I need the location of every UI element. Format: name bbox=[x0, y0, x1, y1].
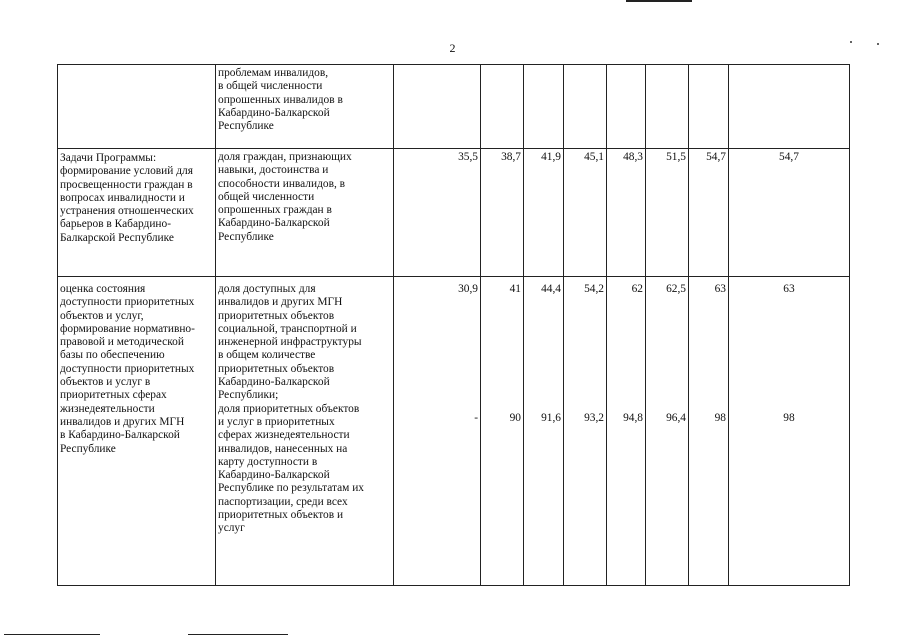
scan-mark-bottom-mid bbox=[188, 634, 288, 635]
table-row bbox=[58, 149, 850, 277]
scan-dot bbox=[877, 43, 879, 45]
value-cell: 45,1 bbox=[564, 149, 607, 277]
task-cell bbox=[58, 65, 216, 149]
value-cell bbox=[689, 65, 729, 149]
value-cell bbox=[394, 277, 481, 586]
value-primary: 63 bbox=[783, 283, 795, 295]
scan-mark-top bbox=[626, 0, 692, 2]
value-cell bbox=[524, 65, 564, 149]
scan-dot bbox=[850, 41, 852, 43]
value-primary: 62 bbox=[631, 283, 643, 295]
value-secondary: 94,8 bbox=[623, 412, 643, 425]
value-cell bbox=[481, 65, 524, 149]
value-cell bbox=[607, 277, 646, 586]
indicator-cell: доля доступных для инвалидов и других МГН приоритетных объектов социальной, транспортной и инженерной инфраструктуры в общем количестве приоритетных объектов Кабардино-Балкарской Республики; доля приоритетных объектов и услуг в приоритетных сферах жизнедеятельности инвалидов, нанесенных на карту доступности в Кабардино-Балкарской Республике по результатам их паспортизации, среди всех приоритетных объектов и услуг bbox=[216, 277, 394, 586]
value-cell: 54,7 bbox=[729, 149, 850, 277]
scan-mark-bottom-left bbox=[4, 634, 100, 635]
value-primary: 30,9 bbox=[458, 283, 478, 295]
value-cell bbox=[689, 277, 729, 586]
value-cell: 48,3 bbox=[607, 149, 646, 277]
value-cell bbox=[607, 65, 646, 149]
value-cell: 38,7 bbox=[481, 149, 524, 277]
task-cell: Задачи Программы: формирование условий для просвещенности граждан в вопросах инвалидности и устранения отношенческих барьеров в Кабардино- Балкарской Республике bbox=[58, 149, 216, 277]
indicators-table bbox=[57, 64, 850, 586]
table-row bbox=[58, 277, 850, 586]
value-primary: 63 bbox=[714, 283, 726, 295]
indicator-cell: проблемам инвалидов, в общей численности опрошенных инвалидов в Кабардино-Балкарской Республике bbox=[216, 65, 394, 149]
value-cell bbox=[564, 65, 607, 149]
value-primary: 44,4 bbox=[541, 283, 561, 295]
value-secondary: 91,6 bbox=[541, 412, 561, 425]
value-secondary: - bbox=[474, 412, 478, 425]
value-cell: 41,9 bbox=[524, 149, 564, 277]
value-cell bbox=[481, 277, 524, 586]
value-cell bbox=[394, 65, 481, 149]
task-cell: оценка состояния доступности приоритетных объектов и услуг, формирование нормативно- правовой и методической базы по обеспечению доступности приоритетных объектов и услуг в приоритетных сферах жизнедеятельности инвалидов и других МГН в Кабардино-Балкарской Республике bbox=[58, 277, 216, 586]
value-secondary: 98 bbox=[714, 412, 726, 425]
table-row bbox=[58, 65, 850, 149]
indicator-cell: доля граждан, признающих навыки, достоинства и способности инвалидов, в общей численности опрошенных граждан в Кабардино-Балкарской Республике bbox=[216, 149, 394, 277]
value-cell: 51,5 bbox=[646, 149, 689, 277]
value-secondary: 93,2 bbox=[584, 412, 604, 425]
value-cell: 54,7 bbox=[689, 149, 729, 277]
value-cell bbox=[646, 277, 689, 586]
value-secondary: 90 bbox=[509, 412, 521, 425]
page-number: 2 bbox=[449, 41, 456, 55]
value-cell bbox=[524, 277, 564, 586]
value-secondary: 96,4 bbox=[666, 412, 686, 425]
value-cell: 35,5 bbox=[394, 149, 481, 277]
value-cell bbox=[729, 277, 850, 586]
value-cell bbox=[729, 65, 850, 149]
value-primary: 62,5 bbox=[666, 283, 686, 295]
value-cell bbox=[564, 277, 607, 586]
value-secondary: 98 bbox=[783, 412, 795, 425]
value-cell bbox=[646, 65, 689, 149]
value-primary: 41 bbox=[509, 283, 521, 295]
value-primary: 54,2 bbox=[584, 283, 604, 295]
